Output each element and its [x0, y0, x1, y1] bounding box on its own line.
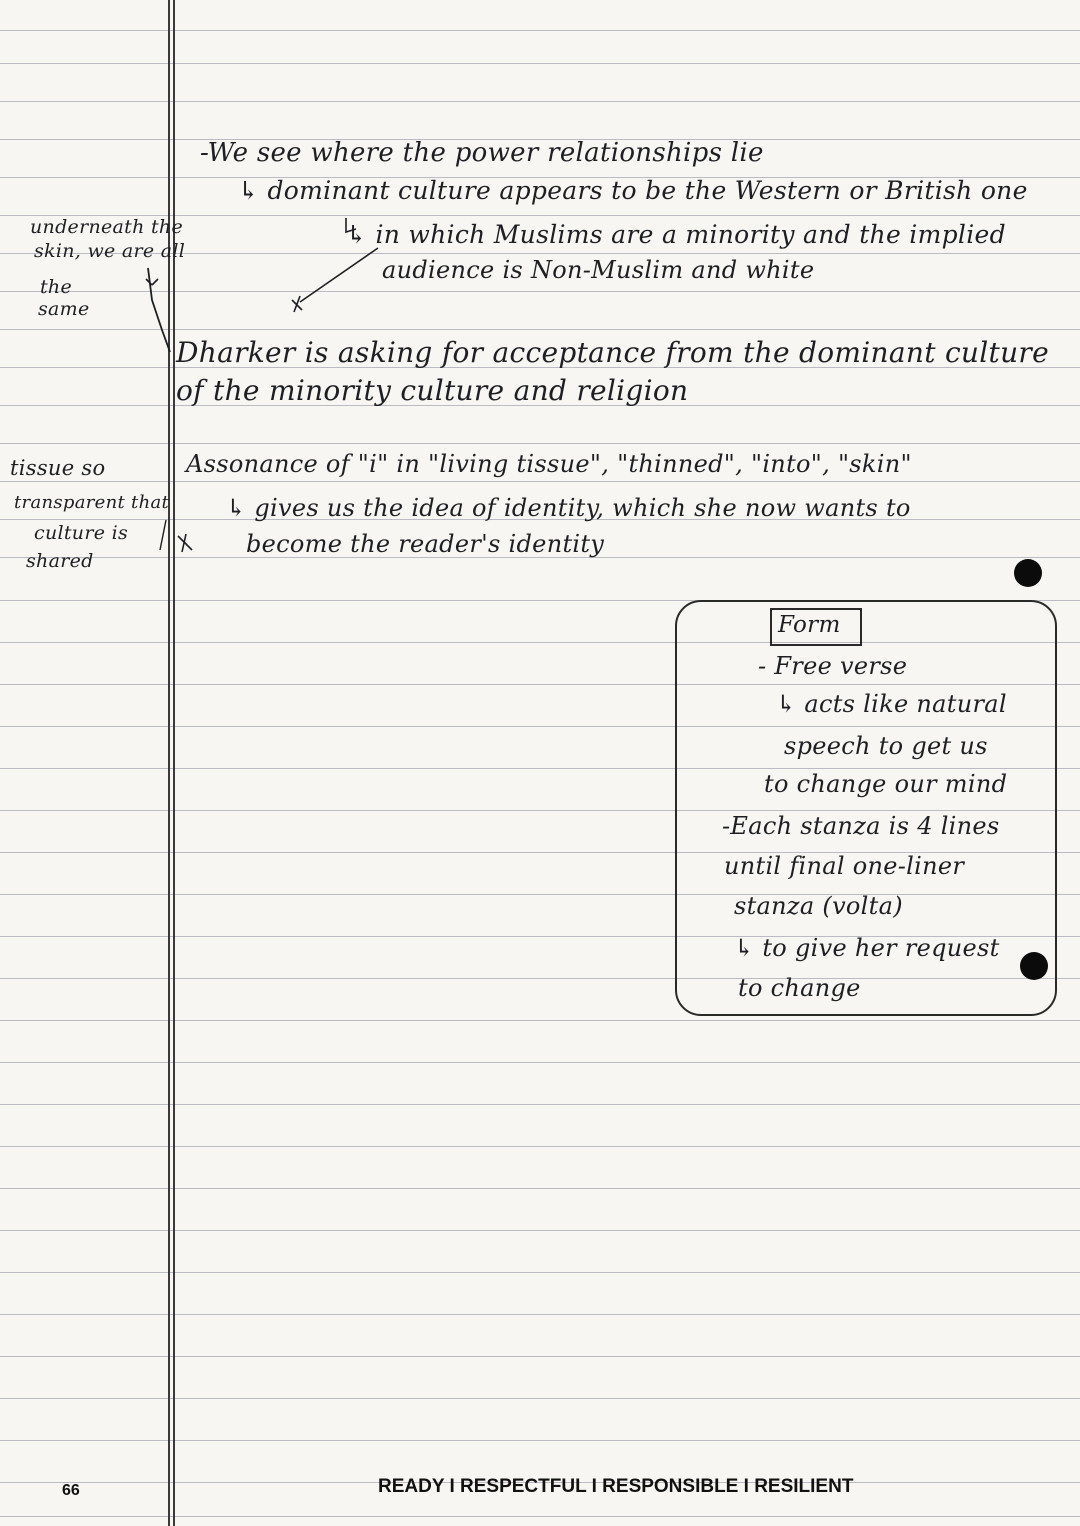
margin-quote-1-line-3: the [40, 276, 73, 298]
form-line-1: - Free verse [758, 652, 908, 680]
note-line-4: audience is Non-Muslim and white [382, 256, 815, 284]
form-line-4: to change our mind [764, 770, 1008, 798]
note-line-3: ↳ in which Muslims are a minority and the implied [346, 220, 1006, 249]
form-line-7: stanza (volta) [734, 892, 903, 920]
form-line-6: until final one-liner [724, 852, 965, 880]
form-line-9: to change [738, 974, 861, 1002]
margin-quote-2-line-1: tissue so [10, 456, 106, 480]
school-values-footer: READY I RESPECTFUL I RESPONSIBLE I RESILIENT [378, 1476, 854, 1497]
margin-quote-2-line-2: transparent that [14, 492, 170, 513]
margin-quote-1-line-1: underneath the [30, 216, 183, 238]
form-line-5: -Each stanza is 4 lines [722, 812, 1000, 840]
margin-quote-1-line-4: same [38, 298, 90, 320]
note-line-6: of the minority culture and religion [176, 374, 689, 407]
margin-quote-2-line-4: shared [26, 550, 94, 572]
note-line-2: ↳ dominant culture appears to be the Western or British one [238, 176, 1028, 205]
form-title: Form [778, 612, 841, 638]
page-number: 66 [62, 1482, 80, 1499]
note-line-7: Assonance of "i" in "living tissue", "thinned", "into", "skin" [186, 450, 912, 478]
form-line-2: ↳ acts like natural [776, 690, 1007, 718]
form-line-3: speech to get us [784, 732, 988, 760]
margin-quote-2-line-3: culture is [34, 522, 129, 544]
margin-quote-1-line-2: skin, we are all [34, 240, 186, 262]
note-line-1: -We see where the power relationships lie [200, 138, 764, 168]
note-line-5: Dharker is asking for acceptance from the dominant culture [176, 336, 1049, 369]
form-line-8: ↳ to give her request [734, 934, 1000, 962]
note-line-9: become the reader's identity [246, 530, 605, 558]
note-line-8: ↳ gives us the idea of identity, which she now wants to [226, 494, 911, 522]
